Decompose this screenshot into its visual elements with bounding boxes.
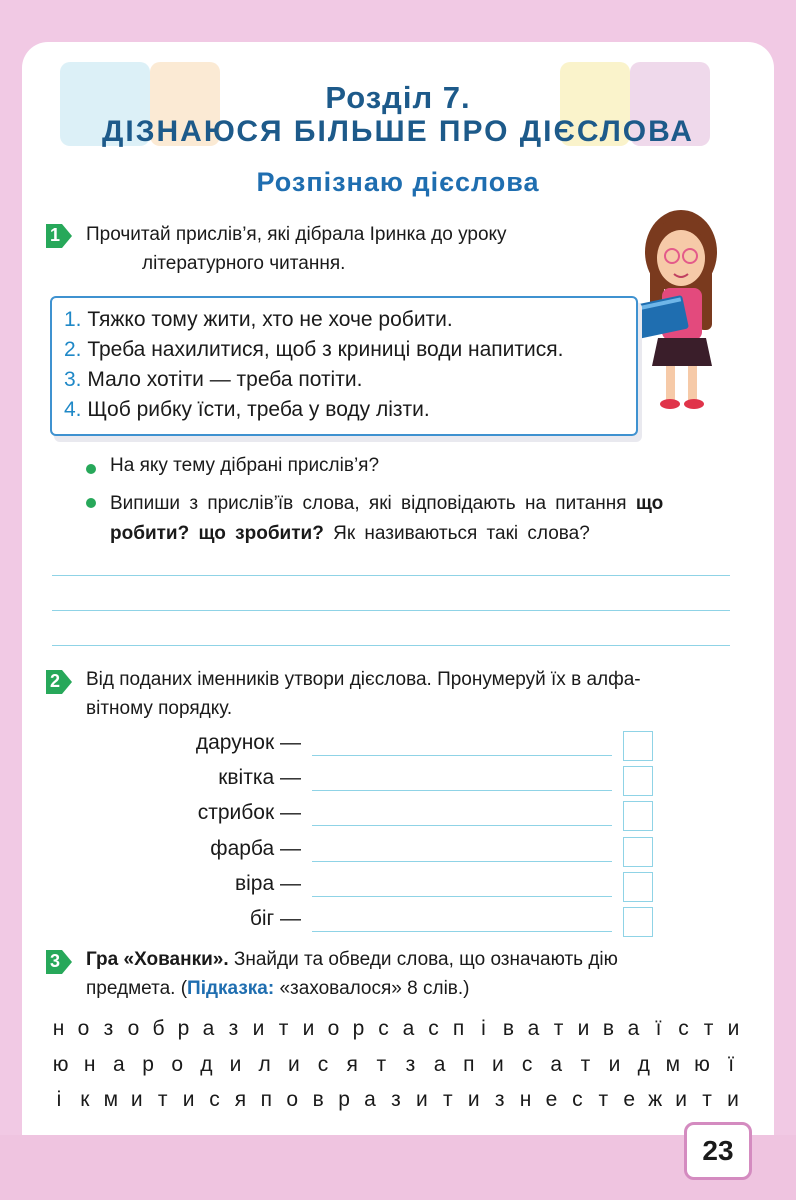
paren: (	[180, 978, 188, 999]
letter-cell[interactable]: и	[577, 1017, 590, 1040]
letter-cell[interactable]: т	[376, 1053, 387, 1076]
letter-cell[interactable]: и	[492, 1053, 504, 1076]
letter-cell[interactable]: т	[703, 1017, 714, 1040]
letter-cell[interactable]: в	[602, 1017, 615, 1040]
task2-line2: вітному порядку.	[86, 698, 233, 719]
letter-cell[interactable]: з	[405, 1053, 416, 1076]
letter-cell[interactable]: л	[258, 1053, 271, 1076]
game-title: Гра «Хованки».	[86, 949, 229, 970]
letter-cell[interactable]: м	[665, 1053, 681, 1076]
letter-cell[interactable]: а	[550, 1053, 563, 1076]
letter-cell[interactable]: т	[702, 1088, 712, 1111]
letter-cell[interactable]: а	[202, 1017, 215, 1040]
question-2	[110, 489, 730, 549]
letter-cell[interactable]: о	[77, 1017, 90, 1040]
order-number-box[interactable]	[623, 766, 653, 796]
letter-cell[interactable]: и	[467, 1088, 480, 1111]
bottom-band	[0, 1135, 796, 1200]
question-1: На яку тему дібрані прислів’я?	[110, 455, 380, 476]
letter-row[interactable]	[46, 1088, 746, 1112]
letter-cell[interactable]: р	[142, 1053, 154, 1076]
lesson-title: Розпізнаю дієслова	[256, 167, 540, 197]
letter-cell[interactable]: с	[317, 1053, 329, 1076]
proverb-number: 3.	[64, 368, 82, 391]
letter-cell[interactable]: д	[637, 1053, 650, 1076]
answer-line[interactable]	[52, 610, 730, 611]
hint-label: Підказка:	[187, 978, 275, 999]
letter-cell[interactable]: р	[177, 1017, 190, 1040]
proverbs-box	[50, 296, 638, 436]
letter-cell[interactable]: к	[80, 1088, 90, 1111]
noun-word: стрибок —	[197, 801, 301, 824]
letter-cell[interactable]: ї	[655, 1017, 662, 1040]
letter-cell[interactable]: и	[182, 1088, 195, 1111]
task-number: 1	[49, 225, 60, 245]
verb-answer-line[interactable]	[312, 755, 612, 756]
bullet-icon	[86, 498, 96, 508]
question-2-text: Випиши з прислів’їв слова, які відповідають на питання	[110, 493, 627, 514]
letter-cell[interactable]: в	[312, 1088, 324, 1111]
proverb-text: Тяжко тому жити, хто не хоче робити.	[87, 308, 453, 331]
letter-cell[interactable]: ї	[728, 1053, 735, 1076]
word-row	[0, 837, 796, 867]
task-number: 3	[49, 951, 60, 971]
proverb-number: 4.	[64, 398, 82, 421]
letter-cell[interactable]: т	[553, 1017, 564, 1040]
word-row	[0, 731, 796, 761]
noun-word: фарба —	[210, 837, 301, 860]
letter-cell[interactable]: н	[83, 1053, 96, 1076]
letter-cell[interactable]: т	[442, 1088, 453, 1111]
proverb-number: 1.	[64, 308, 82, 331]
letter-cell[interactable]: а	[402, 1017, 415, 1040]
order-number-box[interactable]	[623, 872, 653, 902]
section-number: Розділ 7.	[325, 80, 471, 115]
letter-cell[interactable]: и	[608, 1053, 621, 1076]
letter-cell[interactable]: ю	[52, 1053, 69, 1076]
letter-cell[interactable]: о	[286, 1088, 299, 1111]
verb-answer-line[interactable]	[312, 896, 612, 897]
proverb-item	[64, 308, 453, 332]
letter-cell[interactable]: я	[234, 1088, 247, 1111]
task1-line1: Прочитай прислів’я, які дібрала Іринка до уроку	[86, 224, 507, 245]
letter-cell[interactable]: т	[278, 1017, 289, 1040]
proverb-item	[64, 338, 563, 362]
order-number-box[interactable]	[623, 801, 653, 831]
section-title: ДІЗНАЮСЯ БІЛЬШЕ ПРО ДІЄСЛОВА	[102, 115, 694, 148]
task-number-flag	[46, 950, 70, 974]
letter-cell[interactable]: п	[260, 1088, 273, 1111]
letter-cell[interactable]: і	[481, 1017, 486, 1040]
question-2-tail: Як називаються такі слова?	[333, 523, 590, 544]
letter-cell[interactable]: з	[391, 1088, 401, 1111]
letter-cell[interactable]: и	[727, 1017, 740, 1040]
bullet-icon	[86, 464, 96, 474]
task3-instruction	[86, 945, 736, 1003]
letter-cell[interactable]: з	[228, 1017, 239, 1040]
proverb-number: 2.	[64, 338, 82, 361]
proverb-item	[64, 368, 362, 392]
letter-cell[interactable]: о	[171, 1053, 184, 1076]
letter-cell[interactable]: а	[433, 1053, 446, 1076]
hint-text: «заховалося» 8 слів.)	[279, 978, 470, 999]
letter-cell[interactable]: з	[494, 1088, 505, 1111]
letter-row[interactable]	[46, 1017, 746, 1041]
letter-cell[interactable]: п	[452, 1017, 465, 1040]
girl-reading-illustration	[626, 200, 736, 415]
letter-cell[interactable]: б	[152, 1017, 165, 1040]
task1-line2: літературного читання.	[142, 253, 346, 274]
proverb-text: Мало хотіти — треба потіти.	[87, 368, 363, 391]
letter-cell[interactable]: т	[598, 1088, 609, 1111]
verb-answer-line[interactable]	[312, 861, 612, 862]
letter-cell[interactable]: я	[346, 1053, 358, 1076]
noun-word: квітка —	[218, 766, 301, 789]
letter-cell[interactable]: в	[502, 1017, 515, 1040]
letter-cell[interactable]: и	[287, 1053, 300, 1076]
letter-cell[interactable]: а	[364, 1088, 376, 1111]
task-number-flag	[46, 670, 70, 694]
letter-cell[interactable]: ю	[694, 1053, 710, 1076]
letter-cell[interactable]: и	[130, 1088, 143, 1111]
letter-cell[interactable]: с	[209, 1088, 220, 1111]
letter-cell[interactable]: д	[200, 1053, 213, 1076]
noun-word: дарунок —	[195, 731, 301, 754]
letter-cell[interactable]: и	[675, 1088, 687, 1111]
letter-cell[interactable]: и	[727, 1088, 739, 1111]
letter-row[interactable]	[46, 1053, 746, 1077]
letter-cell[interactable]: и	[302, 1017, 315, 1040]
letter-cell[interactable]: с	[428, 1017, 439, 1040]
word-row	[0, 801, 796, 831]
letter-cell[interactable]: с	[521, 1053, 533, 1076]
verb-answer-line[interactable]	[312, 790, 612, 791]
letter-cell[interactable]: р	[352, 1017, 365, 1040]
letter-cell[interactable]: р	[338, 1088, 350, 1111]
task1-instruction	[86, 220, 606, 278]
letter-cell[interactable]: с	[678, 1017, 689, 1040]
proverb-text: Треба нахилитися, щоб з криниці води напитися.	[87, 338, 564, 361]
task3-line2	[86, 974, 736, 1003]
answer-line[interactable]	[52, 645, 730, 646]
letter-cell[interactable]: м	[103, 1088, 119, 1111]
letter-cell[interactable]: а	[527, 1017, 540, 1040]
word-row	[0, 766, 796, 796]
letter-cell[interactable]: а	[113, 1053, 125, 1076]
order-number-box[interactable]	[623, 837, 653, 867]
letter-cell[interactable]: и	[229, 1053, 242, 1076]
order-number-box[interactable]	[623, 907, 653, 937]
letter-cell[interactable]: н	[52, 1017, 65, 1040]
letter-cell[interactable]: т	[157, 1088, 168, 1111]
answer-line[interactable]	[52, 575, 730, 576]
noun-word: біг —	[249, 907, 301, 930]
word-row	[0, 907, 796, 937]
letter-cell[interactable]: а	[627, 1017, 640, 1040]
letter-cell[interactable]: і	[56, 1088, 62, 1111]
proverb-text: Щоб рибку їсти, треба у воду лізти.	[87, 398, 430, 421]
letter-cell[interactable]: и	[416, 1088, 428, 1111]
order-number-box[interactable]	[623, 731, 653, 761]
noun-word: віра —	[234, 872, 301, 895]
task-number: 2	[49, 671, 60, 691]
letter-cell[interactable]: о	[327, 1017, 340, 1040]
letter-cell[interactable]: н	[519, 1088, 532, 1111]
task3-text: Знайди та обведи слова, що означають дію	[233, 949, 618, 970]
letter-cell[interactable]: е	[545, 1088, 558, 1111]
letter-cell[interactable]: о	[127, 1017, 140, 1040]
letter-cell[interactable]: е	[623, 1088, 636, 1111]
proverb-item	[64, 398, 430, 422]
task-number-flag	[46, 224, 70, 248]
letter-cell[interactable]: с	[572, 1088, 583, 1111]
letter-cell[interactable]: п	[463, 1053, 475, 1076]
task2-instruction	[86, 665, 736, 723]
question-2-bold: що робити? що зробити?	[110, 493, 664, 544]
verb-answer-line[interactable]	[312, 825, 612, 826]
letter-cell[interactable]: с	[378, 1017, 389, 1040]
task3-line1	[86, 945, 736, 974]
task3-text: предмета.	[86, 978, 176, 999]
word-row	[0, 872, 796, 902]
letter-cell[interactable]: ж	[648, 1088, 663, 1111]
page-number: 23	[684, 1122, 752, 1180]
letter-cell[interactable]: з	[103, 1017, 114, 1040]
task2-line1: Від поданих іменників утвори дієслова. Пронумеруй їх в алфа-	[86, 669, 641, 690]
letter-cell[interactable]: т	[580, 1053, 591, 1076]
verb-answer-line[interactable]	[312, 931, 612, 932]
letter-cell[interactable]: и	[252, 1017, 265, 1040]
